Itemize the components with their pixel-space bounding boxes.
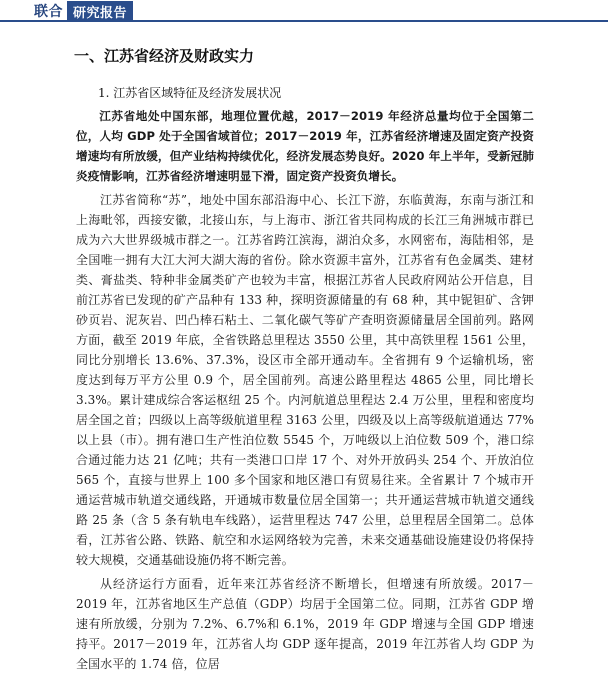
section-title: 一、江苏省经济及财政实力 <box>74 47 255 65</box>
body-text <box>76 106 534 678</box>
header-divider <box>0 20 608 22</box>
summary-paragraph: 江苏省地处中国东部，地理位置优越，2017－2019 年经济总量均位于全国第二位，人均 GDP 处于全国省域首位；2017－2019 年，江苏省经济增速及固定资产投资增速均有所放缓，但产业结构持续优化，经济发展态势良好。2020 年上半年，受新冠肺炎疫情影响，江苏省经济增速明显下滑，固定资产投资负增长。 <box>76 109 534 183</box>
body-paragraph: 从经济运行方面看，近年来江苏省经济不断增长，但增速有所放缓。2017－2019 年，江苏省地区生产总值（GDP）均居于全国第二位。同期，江苏省 GDP 增速有所放缓，分别为 7.2%、6.7%和 6.1%，2019 年 GDP 增速与全国 GDP 增速持平。2017－2019 年，江苏省人均 GDP 逐年提高，2019 年江苏省人均 GDP 为全国水平的 1.74 倍，位居 <box>76 577 534 671</box>
brand-subtitle: 研究报告 <box>67 1 133 22</box>
brand-logo <box>34 0 133 22</box>
subsection-title: 1. 江苏省区域特征及经济发展状况 <box>98 86 282 100</box>
brand-name: 联合 <box>34 4 63 20</box>
report-header-bar <box>0 0 608 22</box>
body-paragraph: 江苏省简称“苏”，地处中国东部沿海中心、长江下游，东临黄海，东南与浙江和上海毗邻，西接安徽，北接山东，与上海市、浙江省共同构成的长江三角洲城市群已成为六大世界级城市群之一。江苏省跨江滨海，湖泊众多，水网密布，海陆相邻，是全国唯一拥有大江大河大湖大海的省份。除水资源丰富外，江苏省有色金属类、建材类、膏盐类、特种非金属类矿产也较为丰富，根据江苏省人民政府网站公开信息，目前江苏省已发现的矿产品种有 133 种，探明资源储量的有 68 种，其中铌钽矿、含钾砂页岩、泥灰岩、凹凸棒石粘土、二氧化碳气等矿产查明资源储量居全国前列。路网方面，截至 2019 年底，全省铁路总里程达 3550 公里，其中高铁里程 1561 公里，同比分别增长 13.6%、37.3%，设区市全部开通动车。全省拥有 9 个运输机场，密度达到每万平方公里 0.9 个，居全国前列。高速公路里程达 4865 公里，同比增长 3.3%。累计建成综合客运枢纽 25 个。内河航道总里程达 2.4 万公里，里程和密度均居全国之首；四级以上高等级航道里程 3163 公里，四级及以上高等级航道通达 77%以上县（市）。拥有港口生产性泊位数 5545 个，万吨级以上泊位数 509 个，港口综合通过能力达 21 亿吨；共有一类港口口岸 17 个、对外开放码头 254 个、开放泊位 565 个，直接与世界上 100 多个国家和地区港口有贸易往来。全省累计 7 个城市开通运营城市轨道交通线路，开通城市数量位居全国第一；共开通运营城市轨道交通线路 25 条（含 5 条有轨电车线路），运营里程达 747 公里，总里程居全国第二。总体看，江苏省公路、铁路、航空和水运网络较为完善，未来交通基础设施建设仍将保持较大规模，交通基础设施仍将不断完善。 <box>76 193 534 567</box>
